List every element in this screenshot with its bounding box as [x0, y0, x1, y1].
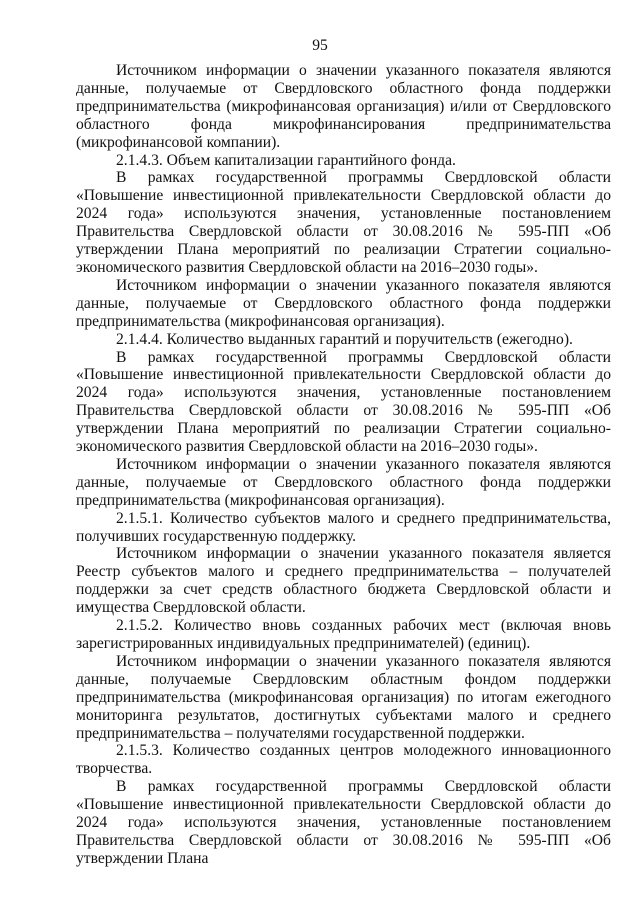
- paragraph-program-values: В рамках государственной программы Свердловской области «Повышение инвестиционной привлекательности Свердловской области до 2024 года» используются значения, установленные постановлением Правительства Свердловской области от 30.08.2016 № 595-ПП «Об утверждении Плана мероприятий по реализации Стратегии социально-экономического развития Свердловской области на 2016–2030 годы».: [76, 348, 611, 456]
- paragraph-program-values: В рамках государственной программы Свердловской области «Повышение инвестиционной привлекательности Свердловской области до 2024 года» используются значения, установленные постановлением Правительства Свердловской области от 30.08.2016 № 595-ПП «Об утверждении Плана мероприятий по реализации Стратегии социально-экономического развития Свердловской области на 2016–2030 годы».: [76, 169, 611, 276]
- document-body: [76, 62, 611, 868]
- paragraph-source-info: Источником информации о значении указанного показателя являются данные, получаемые от Свердловского областного фонда поддержки предпринимательства (микрофинансовая организация).: [76, 276, 611, 330]
- paragraph-source-monitoring: Источником информации о значении указанного показателя являются данные, получаемые Свердловским областным фондом поддержки предпринимательства (микрофинансовая организация) по итогам ежегодного мониторинга результатов, достигнутых субъектами малого и среднего предпринимательства – получателями государственной поддержки.: [76, 652, 611, 742]
- page-number: 95: [312, 37, 328, 54]
- section-heading-2-1-4-4: 2.1.4.4. Количество выданных гарантий и поручительств (ежегодно).: [116, 330, 573, 348]
- section-heading-2-1-5-3: 2.1.5.3. Количество созданных центров молодежного инновационного творчества.: [76, 742, 611, 778]
- paragraph-source-info: Источником информации о значении указанного показателя являются данные, получаемые от Свердловского областного фонда поддержки предпринимательства (микрофинансовая организация) и/или от Свердловского областного фонда микрофинансирования предпринимательства (микрофинансовой компании).: [76, 62, 611, 151]
- paragraph-program-values: В рамках государственной программы Свердловской области «Повышение инвестиционной привлекательности Свердловской области до 2024 года» используются значения, установленные постановлением Правительства Свердловской области от 30.08.2016 № 595-ПП «Об утверждении Плана: [76, 778, 611, 867]
- section-heading-2-1-5-1: 2.1.5.1. Количество субъектов малого и среднего предпринимательства, получивших государственную поддержку.: [76, 509, 611, 545]
- section-heading-2-1-5-2: 2.1.5.2. Количество вновь созданных рабочих мест (включая вновь зарегистрированных индивидуальных предпринимателей) (единиц).: [76, 617, 611, 652]
- paragraph-source-info: Источником информации о значении указанного показателя являются данные, получаемые от Свердловского областного фонда поддержки предпринимательства (микрофинансовая организация).: [76, 455, 611, 509]
- paragraph-source-registry: Источником информации о значении указанного показателя является Реестр субъектов малого и среднего предпринимательства – получателей поддержки за счет средств областного бюджета Свердловской области и имущества Свердловской области.: [76, 545, 611, 617]
- section-heading-2-1-4-3: 2.1.4.3. Объем капитализации гарантийного фонда.: [116, 151, 456, 169]
